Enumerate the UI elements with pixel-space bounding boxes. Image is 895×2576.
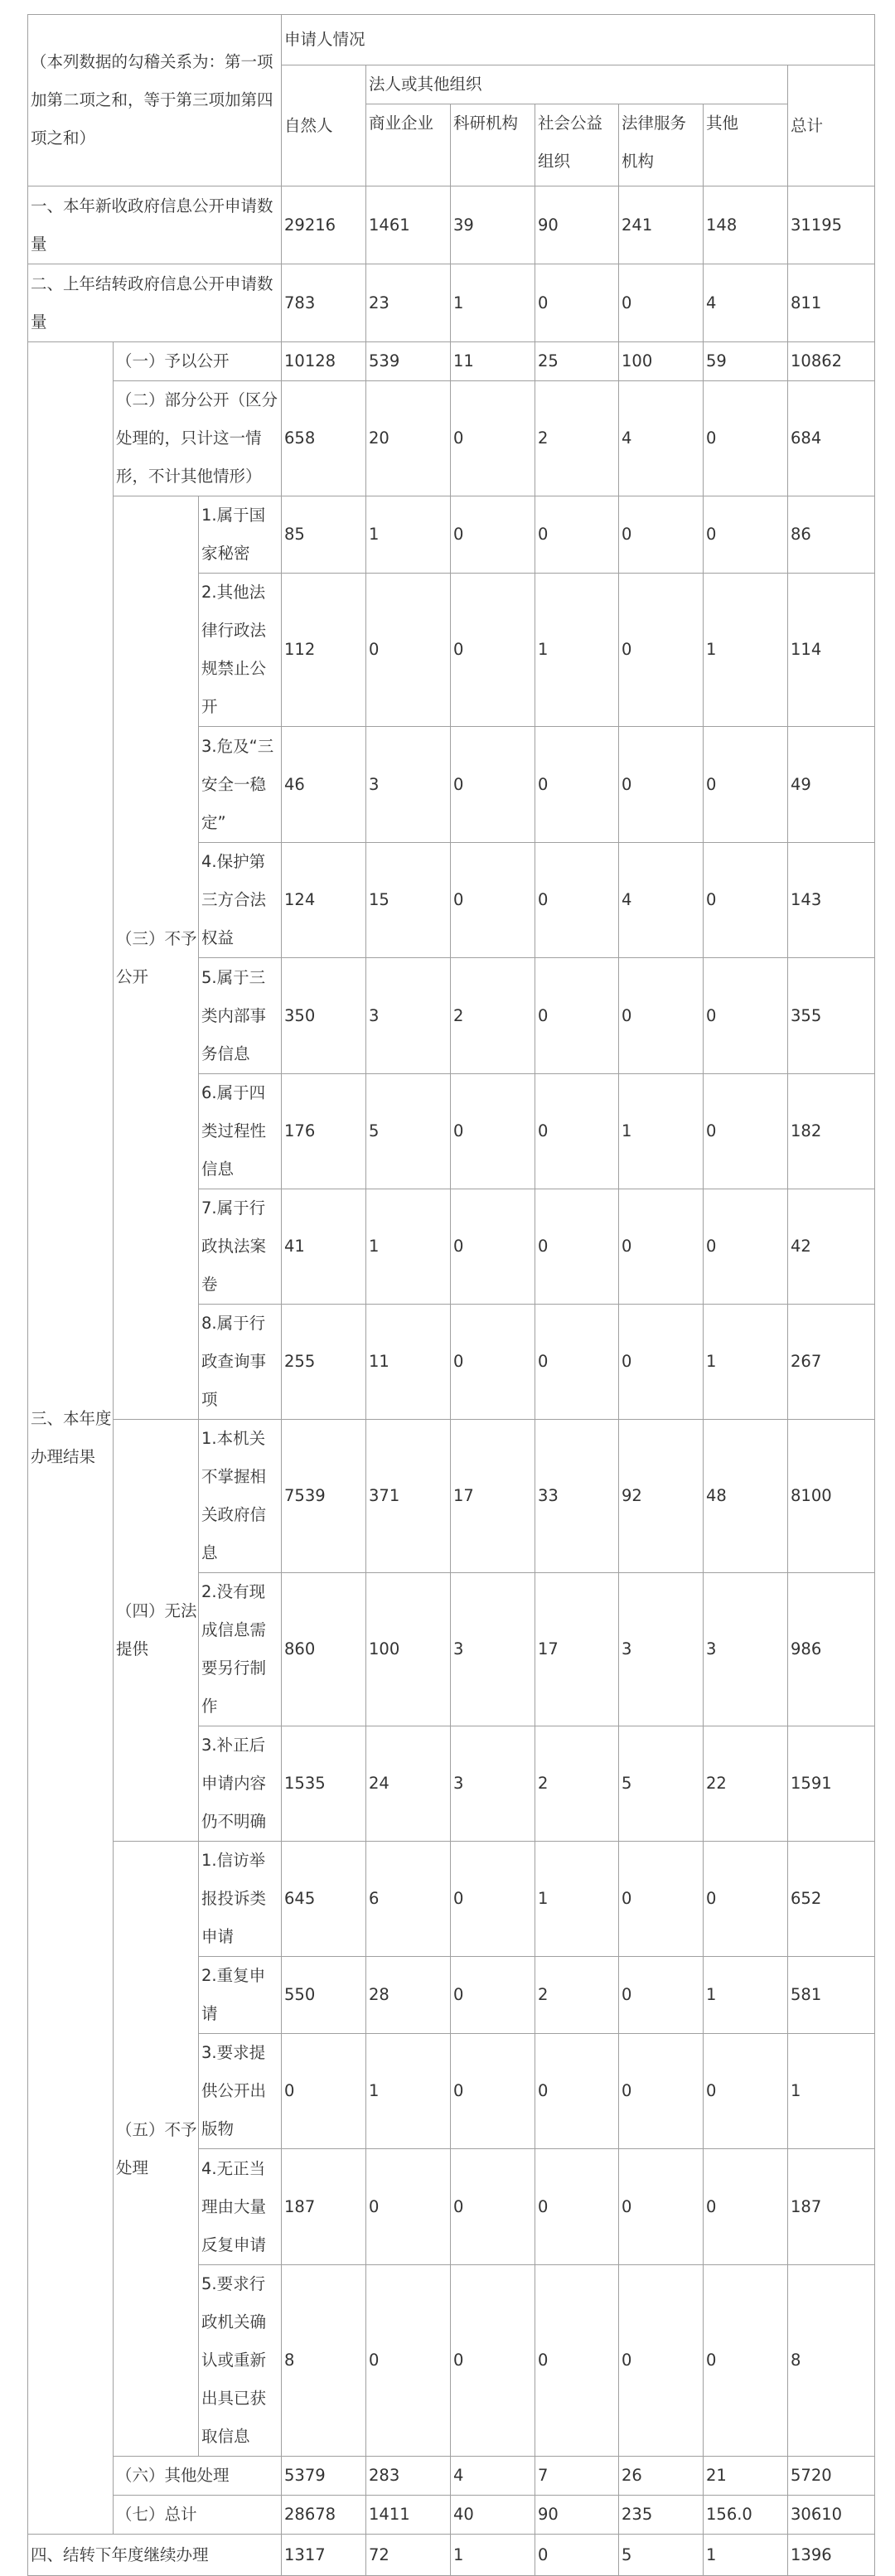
value-cell-other: 48 [704, 1420, 788, 1573]
value-cell-other: 1 [704, 574, 788, 727]
value-cell-legal-service: 4 [619, 843, 704, 958]
row-label: 一、本年新收政府信息公开申请数量 [28, 186, 282, 264]
value-cell-research: 3 [451, 1573, 535, 1726]
table-row [28, 264, 875, 342]
value-cell-business: 3 [366, 958, 451, 1074]
value-cell-nonprofit: 0 [535, 2034, 619, 2149]
value-cell-legal-service: 235 [619, 2496, 704, 2535]
value-cell-business: 0 [366, 574, 451, 727]
table-row [28, 2496, 875, 2535]
value-cell-nonprofit: 0 [535, 1074, 619, 1189]
row-label: （一）予以公开 [114, 342, 282, 381]
value-cell-nonprofit: 0 [535, 727, 619, 843]
value-cell-total: 5720 [788, 2457, 875, 2496]
value-cell-natural-person: 1535 [282, 1726, 366, 1842]
value-cell-research: 0 [451, 843, 535, 958]
value-cell-total: 42 [788, 1189, 875, 1305]
value-cell-natural-person: 187 [282, 2149, 366, 2265]
value-cell-natural-person: 46 [282, 727, 366, 843]
value-cell-research: 0 [451, 2034, 535, 2149]
value-cell-nonprofit: 2 [535, 1726, 619, 1842]
value-cell-natural-person: 860 [282, 1573, 366, 1726]
row-label: 5.要求行政机关确认或重新出具已获取信息 [199, 2265, 282, 2457]
value-cell-natural-person: 85 [282, 496, 366, 574]
value-cell-total: 143 [788, 843, 875, 958]
value-cell-total: 1 [788, 2034, 875, 2149]
group-label-not-disclosed: （三）不予公开 [114, 496, 199, 1420]
value-cell-business: 6 [366, 1842, 451, 1957]
row-label: 1.属于国家秘密 [199, 496, 282, 574]
value-cell-business: 371 [366, 1420, 451, 1573]
row-label: 2.没有现成信息需要另行制作 [199, 1573, 282, 1726]
value-cell-business: 11 [366, 1305, 451, 1420]
value-cell-total: 187 [788, 2149, 875, 2265]
value-cell-other: 0 [704, 1074, 788, 1189]
row-label: 二、上年结转政府信息公开申请数量 [28, 264, 282, 342]
value-cell-business: 1411 [366, 2496, 451, 2535]
value-cell-total: 684 [788, 381, 875, 496]
header-total-cell: 总计 [788, 65, 875, 186]
value-cell-legal-service: 0 [619, 2265, 704, 2457]
value-cell-research: 3 [451, 1726, 535, 1842]
value-cell-business: 0 [366, 2265, 451, 2457]
value-cell-research: 40 [451, 2496, 535, 2535]
value-cell-natural-person: 112 [282, 574, 366, 727]
value-cell-natural-person: 645 [282, 1842, 366, 1957]
value-cell-legal-service: 5 [619, 1726, 704, 1842]
value-cell-total: 652 [788, 1842, 875, 1957]
value-cell-business: 3 [366, 727, 451, 843]
value-cell-nonprofit: 90 [535, 2496, 619, 2535]
value-cell-research: 4 [451, 2457, 535, 2496]
header-org-type-other: 其他 [704, 104, 788, 186]
value-cell-other: 156.0 [704, 2496, 788, 2535]
section-label-results: 三、本年度办理结果 [28, 342, 114, 2535]
row-label: 3.补正后申请内容仍不明确 [199, 1726, 282, 1842]
row-label: 4.保护第三方合法权益 [199, 843, 282, 958]
row-label: 7.属于行政执法案卷 [199, 1189, 282, 1305]
value-cell-research: 1 [451, 2535, 535, 2576]
value-cell-total: 8100 [788, 1420, 875, 1573]
value-cell-business: 1 [366, 2034, 451, 2149]
value-cell-research: 39 [451, 186, 535, 264]
value-cell-research: 2 [451, 958, 535, 1074]
row-label: 2.其他法律行政法规禁止公开 [199, 574, 282, 727]
value-cell-business: 100 [366, 1573, 451, 1726]
value-cell-nonprofit: 7 [535, 2457, 619, 2496]
value-cell-nonprofit: 0 [535, 958, 619, 1074]
value-cell-business: 20 [366, 381, 451, 496]
header-org-type-legal-service: 法律服务机构 [619, 104, 704, 186]
row-label: （二）部分公开（区分处理的，只计这一情形，不计其他情形） [114, 381, 282, 496]
row-label: 1.本机关不掌握相关政府信息 [199, 1420, 282, 1573]
header-note-cell: （本列数据的勾稽关系为：第一项加第二项之和，等于第三项加第四项之和） [28, 15, 282, 186]
value-cell-other: 4 [704, 264, 788, 342]
header-org-type-nonprofit: 社会公益组织 [535, 104, 619, 186]
value-cell-other: 3 [704, 1573, 788, 1726]
row-label: 2.重复申请 [199, 1957, 282, 2034]
value-cell-natural-person: 176 [282, 1074, 366, 1189]
value-cell-research: 1 [451, 264, 535, 342]
value-cell-research: 0 [451, 1305, 535, 1420]
value-cell-nonprofit: 0 [535, 496, 619, 574]
value-cell-total: 355 [788, 958, 875, 1074]
value-cell-legal-service: 0 [619, 1189, 704, 1305]
value-cell-other: 0 [704, 843, 788, 958]
value-cell-nonprofit: 2 [535, 1957, 619, 2034]
row-label: 3.危及“三安全一稳定” [199, 727, 282, 843]
header-natural-person-cell: 自然人 [282, 65, 366, 186]
value-cell-research: 0 [451, 1189, 535, 1305]
value-cell-other: 21 [704, 2457, 788, 2496]
value-cell-other: 22 [704, 1726, 788, 1842]
value-cell-legal-service: 0 [619, 264, 704, 342]
value-cell-other: 0 [704, 381, 788, 496]
value-cell-natural-person: 5379 [282, 2457, 366, 2496]
value-cell-nonprofit: 1 [535, 574, 619, 727]
value-cell-legal-service: 241 [619, 186, 704, 264]
value-cell-nonprofit: 0 [535, 1189, 619, 1305]
value-cell-legal-service: 0 [619, 1305, 704, 1420]
value-cell-legal-service: 0 [619, 958, 704, 1074]
value-cell-total: 49 [788, 727, 875, 843]
value-cell-total: 811 [788, 264, 875, 342]
value-cell-natural-person: 658 [282, 381, 366, 496]
value-cell-nonprofit: 33 [535, 1420, 619, 1573]
row-label: 1.信访举报投诉类申请 [199, 1842, 282, 1957]
value-cell-other: 0 [704, 958, 788, 1074]
value-cell-research: 0 [451, 727, 535, 843]
disclosure-statistics-table [27, 14, 875, 2576]
value-cell-other: 0 [704, 1189, 788, 1305]
row-label: （六）其他处理 [114, 2457, 282, 2496]
value-cell-research: 0 [451, 574, 535, 727]
table-row [28, 1842, 875, 1957]
value-cell-business: 15 [366, 843, 451, 958]
table-row [28, 186, 875, 264]
value-cell-legal-service: 0 [619, 2149, 704, 2265]
group-label-unable-to-provide: （四）无法提供 [114, 1420, 199, 1842]
value-cell-legal-service: 0 [619, 1957, 704, 2034]
value-cell-research: 0 [451, 2265, 535, 2457]
value-cell-natural-person: 10128 [282, 342, 366, 381]
value-cell-business: 1 [366, 496, 451, 574]
table-row [28, 2535, 875, 2576]
value-cell-natural-person: 1317 [282, 2535, 366, 2576]
value-cell-natural-person: 783 [282, 264, 366, 342]
value-cell-research: 11 [451, 342, 535, 381]
value-cell-legal-service: 92 [619, 1420, 704, 1573]
value-cell-business: 283 [366, 2457, 451, 2496]
value-cell-legal-service: 4 [619, 381, 704, 496]
value-cell-nonprofit: 25 [535, 342, 619, 381]
value-cell-research: 17 [451, 1420, 535, 1573]
value-cell-total: 182 [788, 1074, 875, 1189]
value-cell-total: 86 [788, 496, 875, 574]
header-legal-org-cell: 法人或其他组织 [366, 65, 788, 104]
value-cell-nonprofit: 0 [535, 2535, 619, 2576]
value-cell-business: 72 [366, 2535, 451, 2576]
header-org-type-business: 商业企业 [366, 104, 451, 186]
value-cell-natural-person: 28678 [282, 2496, 366, 2535]
value-cell-research: 0 [451, 1074, 535, 1189]
value-cell-legal-service: 0 [619, 1842, 704, 1957]
value-cell-business: 1 [366, 1189, 451, 1305]
value-cell-nonprofit: 0 [535, 843, 619, 958]
value-cell-natural-person: 350 [282, 958, 366, 1074]
value-cell-nonprofit: 1 [535, 1842, 619, 1957]
value-cell-business: 23 [366, 264, 451, 342]
value-cell-other: 1 [704, 1957, 788, 2034]
value-cell-nonprofit: 17 [535, 1573, 619, 1726]
value-cell-legal-service: 0 [619, 574, 704, 727]
value-cell-research: 0 [451, 2149, 535, 2265]
value-cell-legal-service: 0 [619, 727, 704, 843]
value-cell-other: 0 [704, 2265, 788, 2457]
value-cell-total: 581 [788, 1957, 875, 2034]
value-cell-research: 0 [451, 1842, 535, 1957]
value-cell-total: 114 [788, 574, 875, 727]
value-cell-business: 1461 [366, 186, 451, 264]
value-cell-total: 10862 [788, 342, 875, 381]
group-label-not-processed: （五）不予处理 [114, 1842, 199, 2457]
value-cell-other: 1 [704, 1305, 788, 1420]
table-row [28, 2457, 875, 2496]
value-cell-legal-service: 3 [619, 1573, 704, 1726]
value-cell-legal-service: 100 [619, 342, 704, 381]
value-cell-research: 0 [451, 381, 535, 496]
header-org-type-research: 科研机构 [451, 104, 535, 186]
table-row [28, 1420, 875, 1573]
value-cell-nonprofit: 90 [535, 186, 619, 264]
value-cell-natural-person: 0 [282, 2034, 366, 2149]
value-cell-other: 0 [704, 727, 788, 843]
value-cell-legal-service: 0 [619, 496, 704, 574]
table-row [28, 381, 875, 496]
value-cell-total: 986 [788, 1573, 875, 1726]
value-cell-total: 267 [788, 1305, 875, 1420]
value-cell-nonprofit: 0 [535, 2149, 619, 2265]
table-row [28, 496, 875, 574]
value-cell-research: 0 [451, 1957, 535, 2034]
value-cell-other: 59 [704, 342, 788, 381]
value-cell-research: 0 [451, 496, 535, 574]
header-applicant-cell: 申请人情况 [282, 15, 875, 65]
row-label: 6.属于四类过程性信息 [199, 1074, 282, 1189]
row-label: 3.要求提供公开出版物 [199, 2034, 282, 2149]
value-cell-natural-person: 7539 [282, 1420, 366, 1573]
value-cell-other: 148 [704, 186, 788, 264]
row-label: 4.无正当理由大量反复申请 [199, 2149, 282, 2265]
row-label: 8.属于行政查询事项 [199, 1305, 282, 1420]
value-cell-nonprofit: 2 [535, 381, 619, 496]
value-cell-natural-person: 550 [282, 1957, 366, 2034]
value-cell-other: 0 [704, 1842, 788, 1957]
value-cell-legal-service: 5 [619, 2535, 704, 2576]
row-label: （七）总计 [114, 2496, 282, 2535]
value-cell-natural-person: 8 [282, 2265, 366, 2457]
value-cell-total: 8 [788, 2265, 875, 2457]
value-cell-natural-person: 41 [282, 1189, 366, 1305]
value-cell-total: 1396 [788, 2535, 875, 2576]
value-cell-total: 31195 [788, 186, 875, 264]
disclosure-statistics-table-wrapper [27, 14, 874, 2564]
value-cell-other: 0 [704, 496, 788, 574]
value-cell-natural-person: 29216 [282, 186, 366, 264]
value-cell-legal-service: 0 [619, 2034, 704, 2149]
value-cell-total: 30610 [788, 2496, 875, 2535]
value-cell-nonprofit: 0 [535, 2265, 619, 2457]
value-cell-other: 1 [704, 2535, 788, 2576]
value-cell-total: 1591 [788, 1726, 875, 1842]
row-label: 5.属于三类内部事务信息 [199, 958, 282, 1074]
value-cell-legal-service: 26 [619, 2457, 704, 2496]
value-cell-business: 0 [366, 2149, 451, 2265]
table-row [28, 342, 875, 381]
value-cell-business: 24 [366, 1726, 451, 1842]
value-cell-other: 0 [704, 2149, 788, 2265]
value-cell-legal-service: 1 [619, 1074, 704, 1189]
value-cell-natural-person: 255 [282, 1305, 366, 1420]
value-cell-business: 28 [366, 1957, 451, 2034]
value-cell-natural-person: 124 [282, 843, 366, 958]
value-cell-nonprofit: 0 [535, 264, 619, 342]
row-label: 四、结转下年度继续办理 [28, 2535, 282, 2576]
value-cell-other: 0 [704, 2034, 788, 2149]
value-cell-business: 539 [366, 342, 451, 381]
value-cell-business: 5 [366, 1074, 451, 1189]
value-cell-nonprofit: 0 [535, 1305, 619, 1420]
